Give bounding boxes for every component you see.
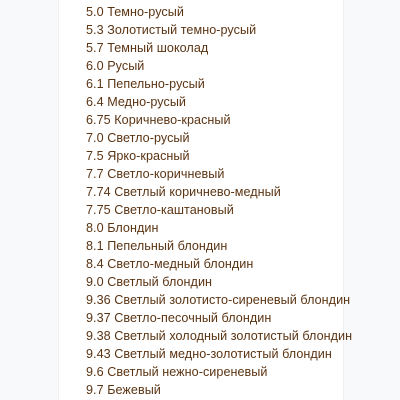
shade-item: 7.75 Светло-каштановый — [86, 203, 234, 217]
shade-item: 9.0 Светлый блондин — [86, 275, 213, 289]
shade-item: 6.75 Коричнево-красный — [86, 113, 231, 127]
left-margin — [0, 0, 59, 400]
shade-item: 9.36 Светлый золотисто-сиреневый блондин — [86, 293, 351, 307]
shade-list — [86, 3, 352, 399]
shade-item: 9.43 Светлый медно-золотистый блондин — [86, 347, 332, 361]
shade-item: 7.0 Светло-русый — [86, 131, 190, 145]
shade-item: 8.1 Пепельный блондин — [86, 239, 228, 253]
shade-item: 9.7 Бежевый — [86, 383, 161, 397]
shade-item: 5.0 Темно-русый — [86, 5, 184, 19]
shade-item: 7.5 Ярко-красный — [86, 149, 190, 163]
shade-item: 7.7 Светло-коричневый — [86, 167, 225, 181]
shade-item: 6.0 Русый — [86, 59, 145, 73]
shade-item: 5.7 Темный шоколад — [86, 41, 209, 55]
shade-item: 9.6 Светлый нежно-сиреневый — [86, 365, 268, 379]
shade-item: 9.37 Светло-песочный блондин — [86, 311, 272, 325]
shade-item: 7.74 Светлый коричнево-медный — [86, 185, 281, 199]
shade-item: 6.1 Пепельно-русый — [86, 77, 205, 91]
shade-item: 8.0 Блондин — [86, 221, 159, 235]
shade-item: 6.4 Медно-русый — [86, 95, 187, 109]
shade-item: 9.38 Светлый холодный золотистый блондин — [86, 329, 353, 343]
shade-item: 5.3 Золотистый темно-русый — [86, 23, 257, 37]
shade-item: 8.4 Светло-медный блондин — [86, 257, 254, 271]
